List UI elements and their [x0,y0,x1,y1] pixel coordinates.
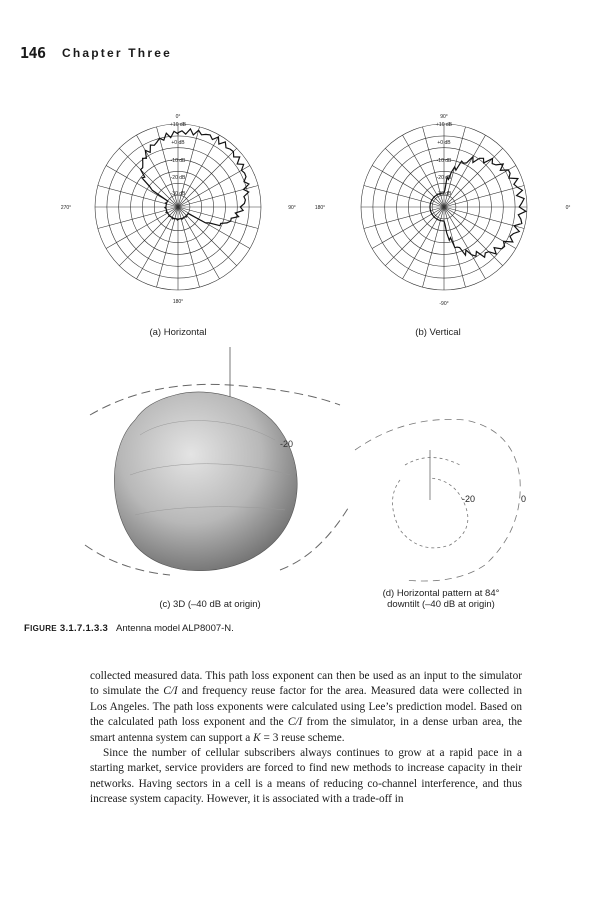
paragraph: collected measured data. This path loss exponent can then be used as an input to the simulator to simulate the C/I and frequency reuse factor for the area. Measured data were collected in Los Angeles. The path loss exponents were calculated using Lee’s prediction model. Based on the calculated path loss exponent and the C/I from the simulator, in a dense urban area, the smart antenna system can support a K = 3 reuse scheme. [90,670,522,744]
grid-spoke [372,166,444,208]
grid-spoke [385,148,444,207]
polar-plot-vertical [314,90,574,325]
figure-title: Antenna model ALP8007-N. [116,623,234,634]
grid-spoke [364,186,444,208]
dashed-inner-contour [405,458,460,466]
ring-label-1: +10 dB [436,122,452,128]
grid-spoke [372,207,444,249]
body-text [90,669,522,808]
caption-c: (c) 3D (–40 dB at origin) [159,599,261,610]
ring-label-3: -10 dB [436,158,452,164]
ring-label-2: +0 dB [437,140,451,146]
contour-label-minus20: -20 [462,494,476,504]
ring-label-1: +10 dB [170,122,186,128]
grid-spoke [403,207,445,279]
angle-label-top: 90° [440,114,448,120]
polar-grid [361,124,527,290]
ring-label-2: +0 dB [171,140,185,146]
angle-label-left: 270° [60,205,72,211]
caption-d-line1: (d) Horizontal pattern at 84° [382,588,500,599]
3d-lobe [114,392,297,571]
axis-label: -20 [280,439,294,449]
polar-plot-horizontal [58,90,298,325]
paragraph: Since the number of cellular subscribers always continues to grow at a rapid pace in a starting market, service providers are forced to find new methods to increase capacity in their networks. Having sectors in a cell is a means of reducing co-channel interference, and thus increase system capacity. However, it is associated with a trade-off in [90,747,522,806]
angle-label-left: 180° [314,205,326,211]
ring-label-5: -30 dB [170,191,186,197]
figure-caption [24,623,234,634]
ring-label-3: -10 dB [170,158,186,164]
angle-label-top: 0° [175,114,181,120]
ring-label-4: -20 dB [170,175,186,181]
3d-radiation-pattern [80,345,360,585]
angle-label-right: 0° [565,205,571,211]
ring-label-5: -30 dB [436,191,452,197]
grid-spoke [444,186,524,208]
grid-spoke [119,148,178,207]
downtilt-pattern-plot [345,410,535,590]
grid-spoke [364,207,444,229]
angle-label-bottom: 180° [172,299,184,305]
dashed-outer-contour [355,419,520,581]
grid-spoke [178,148,237,207]
caption-a: (a) Horizontal [149,327,207,338]
caption-b: (b) Vertical [415,327,461,338]
figure-label: FIGURE 3.1.7.1.3.3 [24,623,109,634]
grid-spoke [444,207,486,279]
grid-spoke [178,186,258,208]
grid-spoke [385,207,444,266]
grid-spoke [444,207,503,266]
ring-label-4: -20 dB [436,175,452,181]
grid-spoke [444,207,516,249]
contour-label-0: 0 [521,494,527,504]
caption-d [356,588,526,610]
grid-spoke [444,207,524,229]
grid-spoke [423,207,445,287]
grid-spoke [178,166,250,208]
angle-label-right: 90° [288,205,296,211]
caption-d-line2: downtilt (–40 dB at origin) [387,599,495,610]
page-number: 146 [20,44,46,62]
polar-grid [95,124,261,290]
angle-label-bottom: -90° [439,301,449,307]
chapter-title: Chapter Three [62,46,172,60]
grid-spoke [444,166,516,208]
